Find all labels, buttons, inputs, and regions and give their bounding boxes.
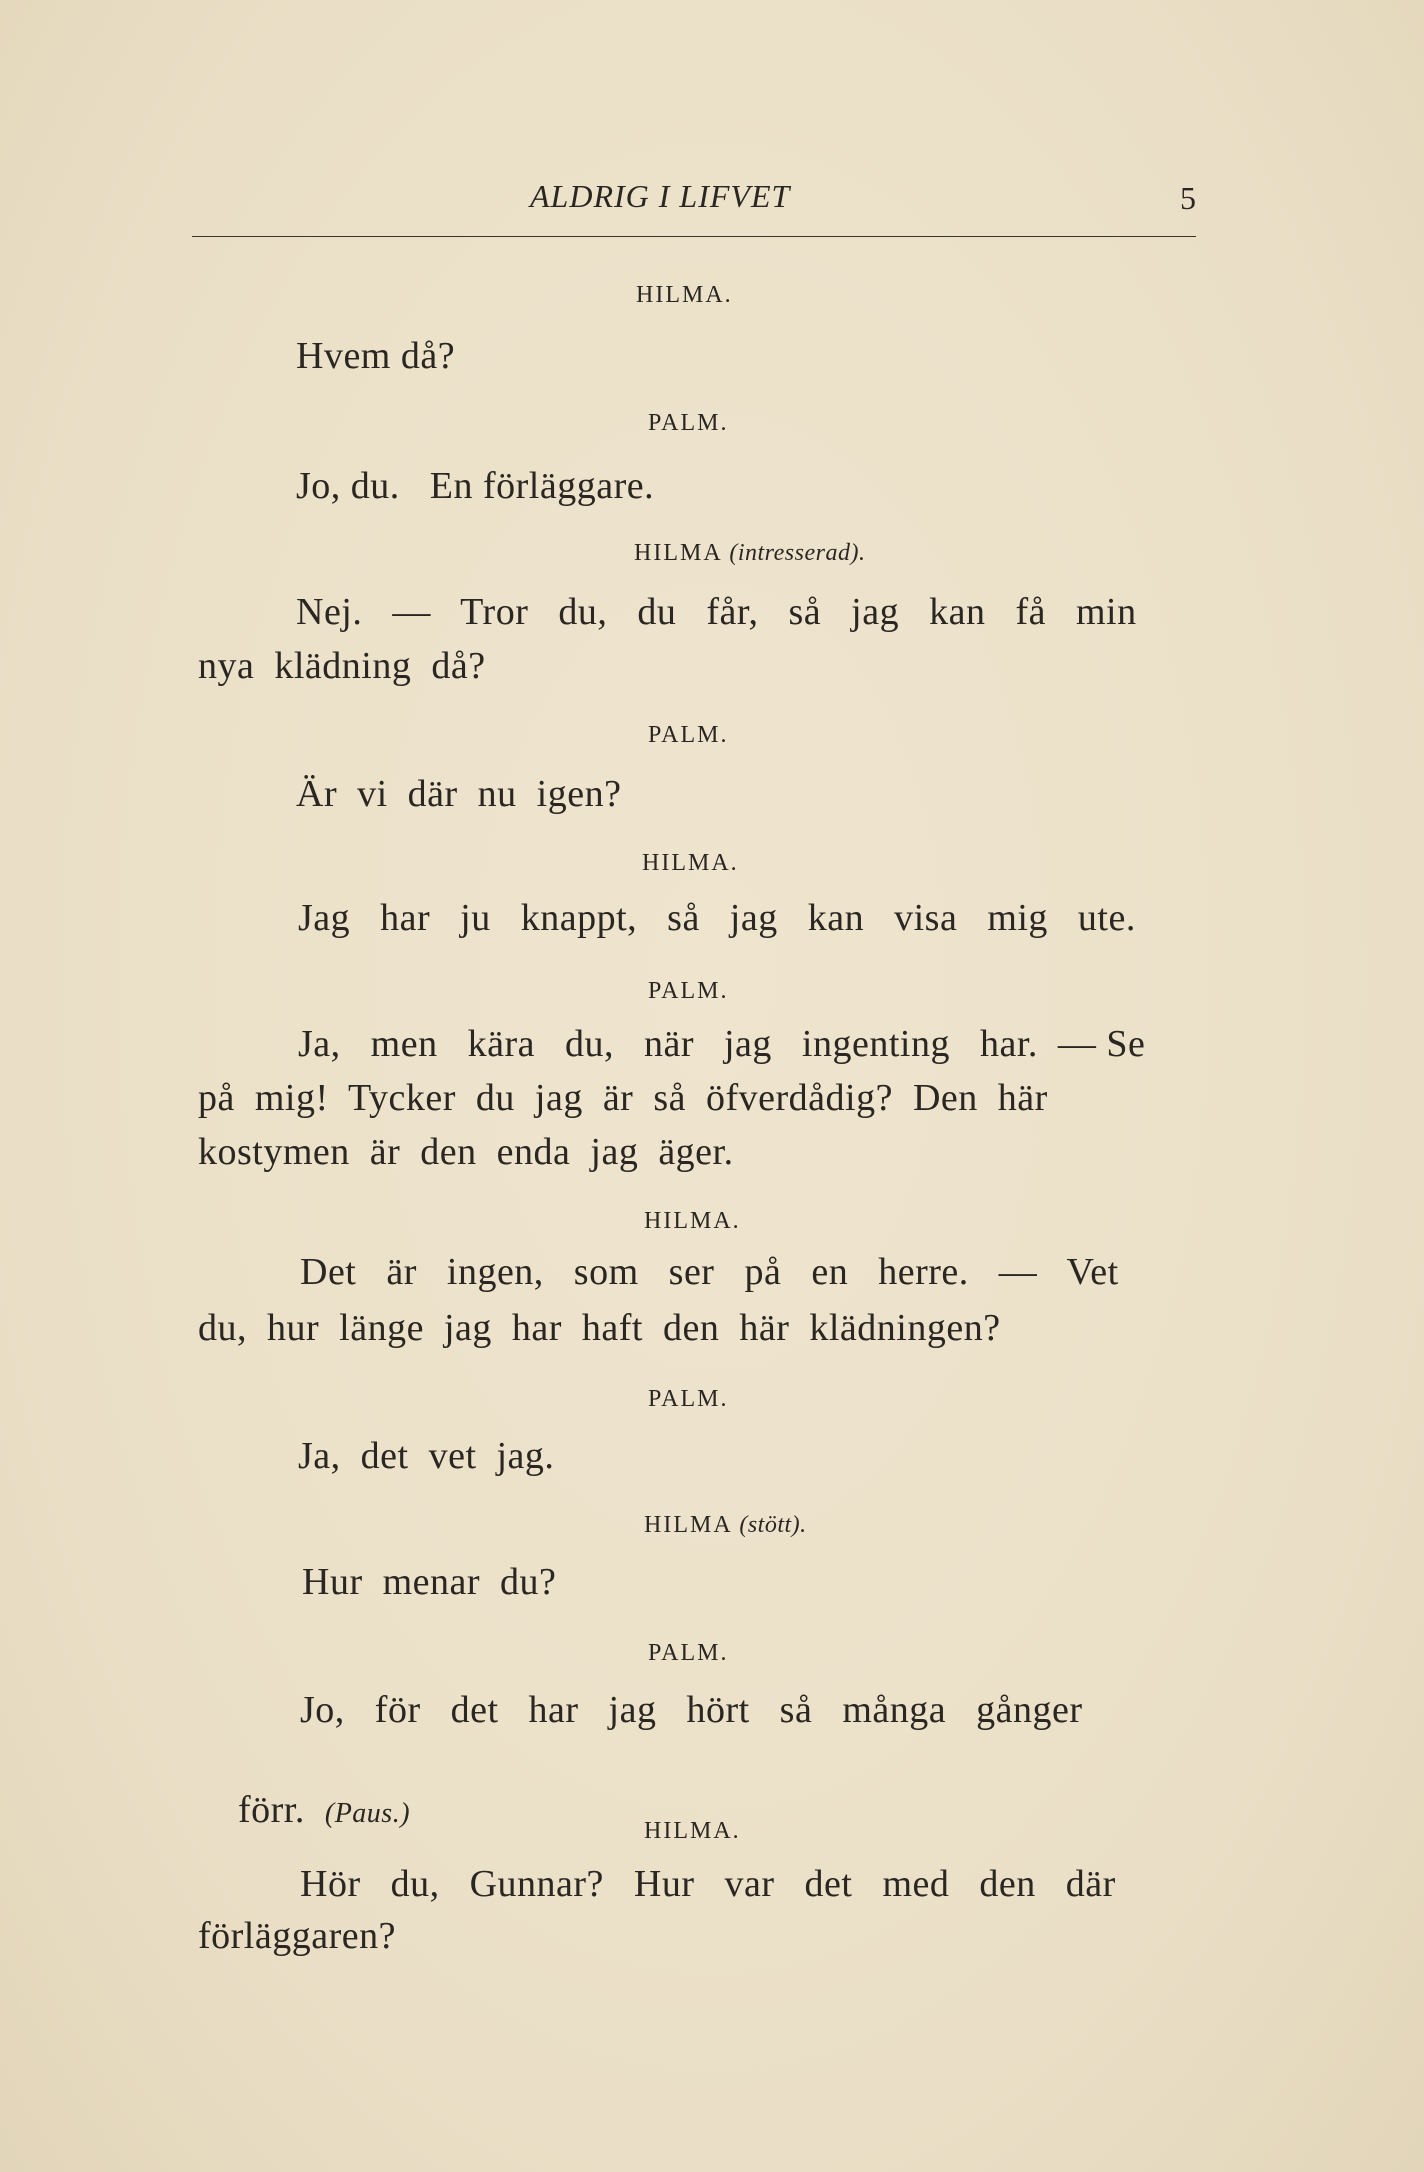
dialogue-line: Hvem då?	[296, 335, 456, 377]
speaker-name: PALM.	[648, 1640, 729, 1666]
dialogue-line: Jo, för det har jag hört så många gånger	[300, 1689, 1083, 1731]
speaker-name: PALM.	[648, 1386, 729, 1412]
dialogue-line: Jag har ju knappt, så jag kan visa mig ute.	[298, 897, 1136, 939]
speaker-label	[644, 1818, 741, 1845]
speaker-label	[648, 978, 728, 1005]
speaker-name: PALM.	[648, 410, 729, 436]
speaker-name: HILMA.	[636, 282, 733, 308]
speaker-label	[636, 282, 733, 309]
speaker-label	[642, 850, 739, 877]
speaker-name: HILMA.	[644, 1208, 741, 1234]
dialogue-line: Ja, men kära du, när jag ingenting har. — Se	[298, 1023, 1146, 1065]
speaker-label	[644, 1512, 807, 1539]
dialogue-line: nya klädning då?	[198, 645, 486, 687]
dialogue-line: Nej. — Tror du, du får, så jag kan få min	[296, 591, 1137, 633]
dialogue-line: du, hur länge jag har haft den här klädningen?	[198, 1307, 1001, 1349]
dialogue-line: kostymen är den enda jag äger.	[198, 1131, 734, 1173]
speaker-label	[648, 410, 728, 437]
dialogue-line: Det är ingen, som ser på en herre. — Vet	[300, 1251, 1119, 1293]
speaker-name: PALM.	[648, 978, 729, 1004]
dialogue-line: på mig! Tycker du jag är så öfverdådig? Den här	[198, 1077, 1048, 1119]
page-number: 5	[1180, 180, 1196, 216]
running-title: ALDRIG I LIFVET	[530, 178, 791, 214]
stage-direction: (intresserad).	[729, 540, 866, 566]
dialogue-line: Är vi där nu igen?	[296, 773, 622, 815]
dialogue-line: Ja, det vet jag.	[298, 1435, 555, 1477]
speaker-name: HILMA.	[642, 850, 739, 876]
dialogue-line	[198, 1744, 410, 1876]
speaker-label	[648, 1386, 728, 1413]
dialogue-word: förr.	[238, 1789, 305, 1831]
stage-direction: (stött).	[739, 1512, 807, 1538]
speaker-name: HILMA	[634, 540, 722, 566]
speaker-label	[648, 1640, 728, 1667]
speaker-label	[634, 540, 865, 567]
dialogue-line: Jo, du. En förläggare.	[296, 465, 655, 507]
dialogue-line: förläggaren?	[198, 1915, 396, 1957]
dialogue-line: Hör du, Gunnar? Hur var det med den där	[300, 1863, 1116, 1905]
speaker-label	[648, 722, 728, 749]
speaker-name: HILMA	[644, 1512, 732, 1538]
speaker-label	[644, 1208, 741, 1235]
speaker-name: PALM.	[648, 722, 729, 748]
header-rule	[192, 236, 1196, 237]
speaker-name: HILMA.	[644, 1818, 741, 1844]
stage-direction: (Paus.)	[324, 1798, 411, 1829]
dialogue-line: Hur menar du?	[302, 1561, 557, 1603]
